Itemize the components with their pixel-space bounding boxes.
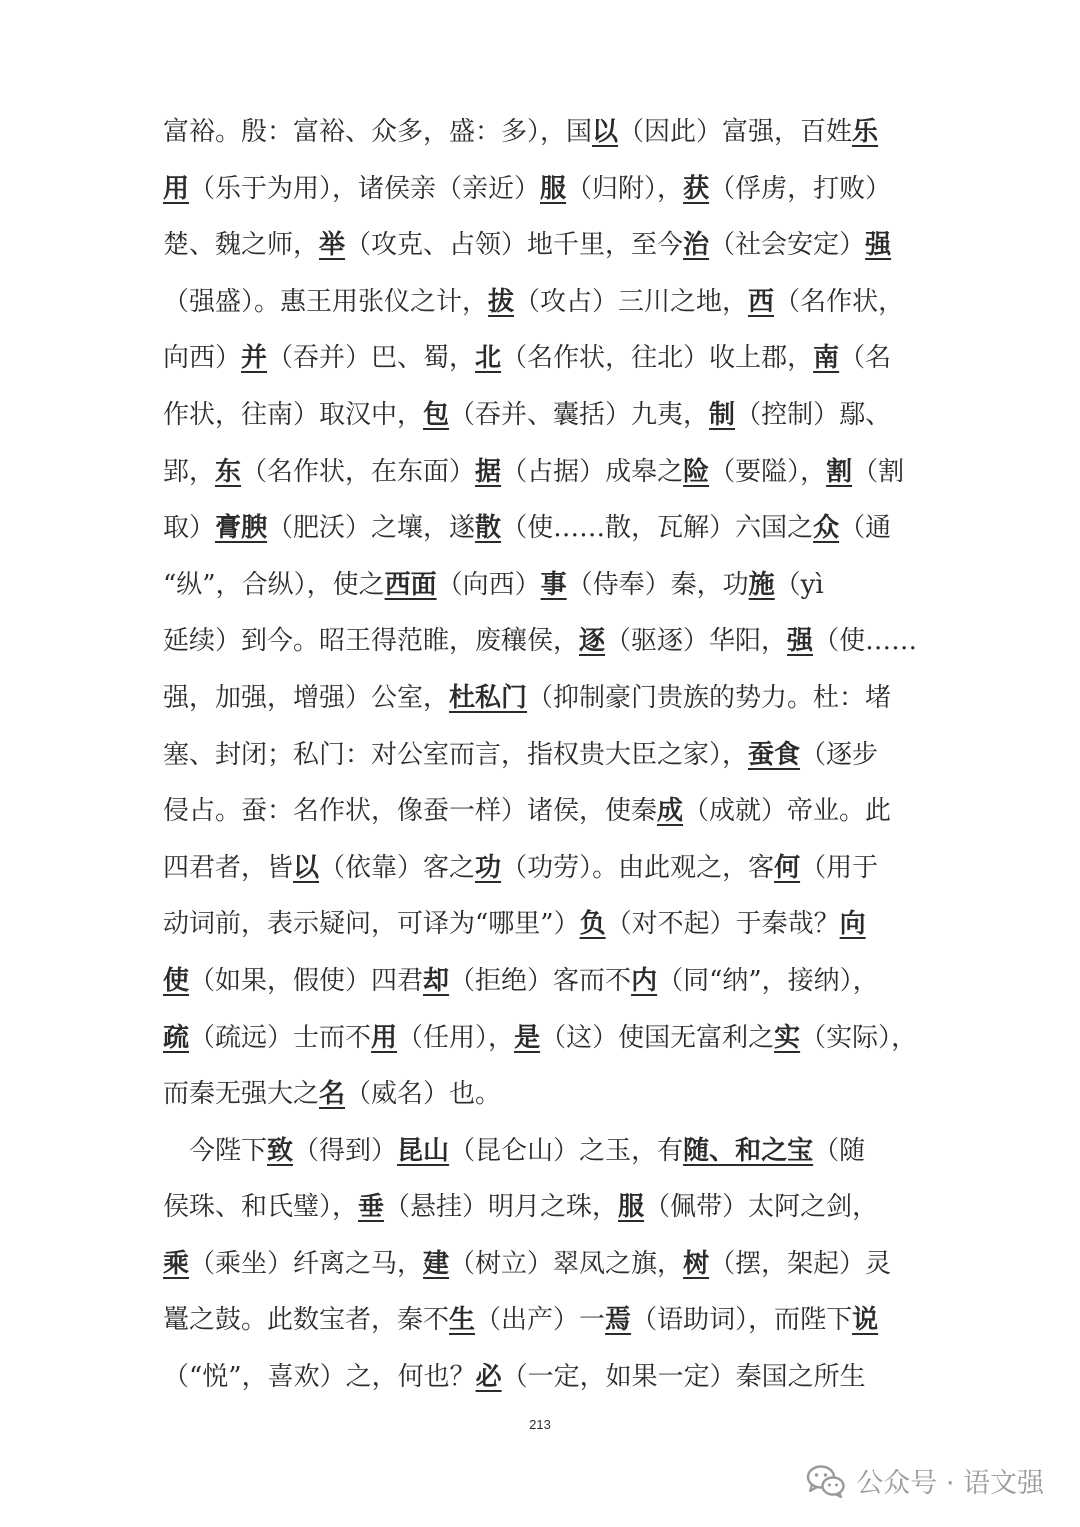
key-word: 杜私门 [449,682,528,713]
annotation-text: 取） [163,513,216,544]
annotation-text: 郢， [163,456,216,487]
annotation-text: （“悦”，喜欢）之，何也？ [163,1362,476,1393]
annotation-text: 今陛下 [163,1135,268,1166]
key-word: 功 [475,852,502,883]
annotation-text: （名作状，在东面） [241,456,476,487]
key-word: 治 [683,230,710,261]
key-word: 北 [475,343,502,374]
key-word: 成 [657,796,684,827]
annotation-text: （yì [774,569,824,600]
key-word: 用 [163,173,190,204]
annotation-text: （俘虏，打败） [709,173,892,204]
key-word: 垂 [358,1192,385,1223]
annotation-text: 鼍之鼓。此数宝者，秦不 [163,1305,450,1336]
document-body [163,104,919,1406]
annotation-text: 作状，往南）取汉中， [163,399,424,430]
annotation-text: （随 [813,1135,866,1166]
key-word: 获 [683,173,710,204]
annotation-text: （吞并、囊括）九夷， [449,399,710,430]
key-word: 昆山 [397,1135,450,1166]
annotation-text: 延续）到今。昭王得范睢，废穰侯， [163,626,580,657]
key-word: 以 [592,117,619,147]
wechat-icon [806,1464,846,1498]
key-word: 南 [813,343,840,374]
key-word: 疏 [163,1022,190,1053]
key-word: 焉 [605,1305,632,1336]
text-line [163,1349,919,1406]
annotation-text: （名作状， [774,286,905,317]
text-line [163,727,919,784]
annotation-text: （一定，如果一定）秦国之所生 [501,1362,866,1393]
text-line [163,953,919,1010]
key-word: 负 [579,909,606,940]
annotation-text: （乐于为用），诸侯亲（亲近） [189,173,541,204]
annotation-text: （因此）富强，百姓 [618,117,853,147]
key-word: 制 [709,399,736,430]
key-word: 蚕食 [748,739,801,770]
text-line [163,217,919,274]
annotation-text: （攻克、占领）地千里，至今 [345,230,684,261]
key-word: 以 [293,852,320,883]
key-word: 必 [475,1362,502,1393]
annotation-text: （威名）也。 [345,1079,502,1110]
annotation-text: （如果，假使）四君 [189,965,424,996]
watermark [806,1461,1044,1500]
text-line [163,557,919,614]
key-word: 施 [748,569,775,600]
annotation-text: 侯珠、和氏璧）， [163,1192,359,1223]
key-word: 包 [423,399,450,430]
key-word: 举 [319,230,346,261]
annotation-text: （吞并）巴、蜀， [267,343,476,374]
annotation-text: 塞、封闭；私门：对公室而言，指权贵大臣之家）， [163,739,749,770]
annotation-text: （佩带）太阿之剑， [644,1192,879,1223]
key-word: 实 [774,1022,801,1053]
annotation-text: 而秦无强大之 [163,1079,320,1110]
annotation-text: （同“纳”，接纳）， [657,965,879,996]
annotation-text: （名 [839,343,892,374]
annotation-text: （昆仑山）之玉，有 [449,1135,684,1166]
annotation-text: （摆，架起）灵 [709,1248,892,1279]
annotation-text: （这）使国无富利之 [540,1022,775,1053]
key-word: 据 [475,456,502,487]
key-word: 拔 [488,286,515,317]
annotation-text: （依靠）客之 [319,852,476,883]
key-word: 使 [163,965,190,996]
key-word: 向 [839,909,866,940]
annotation-text: （通 [839,513,892,544]
key-word: 并 [241,343,268,374]
annotation-text: 四君者，皆 [163,852,294,883]
text-line [163,1292,919,1349]
text-line [163,896,919,953]
key-word: 西 [748,286,775,317]
text-line [163,500,919,557]
key-word: 是 [514,1022,541,1053]
key-word: 名 [319,1079,346,1110]
annotation-text: （割 [852,456,905,487]
annotation-text: （悬挂）明月之珠， [384,1192,619,1223]
key-word: 西面 [384,569,437,600]
annotation-text: （使……散，瓦解）六国之 [501,513,814,544]
watermark-text: 公众号 · 语文强 [856,1468,1044,1499]
annotation-text: （任用）， [397,1022,515,1053]
annotation-text: 强，加强，增强）公室， [163,682,450,713]
key-word: 强 [787,626,814,657]
key-word: 随、和之宝 [683,1135,814,1166]
key-word: 生 [449,1305,476,1336]
annotation-text: （疏远）士而不 [189,1022,372,1053]
key-word: 服 [618,1192,645,1223]
key-word: 散 [475,513,502,544]
key-word: 却 [423,965,450,996]
annotation-text: （向西） [436,569,541,600]
annotation-text: （使…… [813,626,918,657]
key-word: 强 [865,230,892,261]
key-word: 建 [423,1248,450,1279]
annotation-text: （实际）， [800,1022,918,1053]
annotation-text: 楚、魏之师， [163,230,320,261]
text-line [163,1123,919,1180]
annotation-text: （名作状，往北）收上郡， [501,343,814,374]
text-line [163,1066,919,1123]
key-word: 树 [683,1248,710,1279]
annotation-text: （得到） [293,1135,398,1166]
key-word: 割 [826,456,853,487]
key-word: 东 [215,456,242,487]
text-line [163,613,919,670]
key-word: 事 [540,569,567,600]
text-line [163,387,919,444]
text-line [163,274,919,331]
text-line [163,840,919,897]
annotation-text: （侍奉）秦，功 [566,569,749,600]
key-word: 险 [683,456,710,487]
annotation-text: （驱逐）华阳， [605,626,788,657]
annotation-text: 向西） [163,343,242,374]
annotation-text: （功劳）。由此观之，客 [501,852,775,883]
annotation-text: （拒绝）客而不 [449,965,632,996]
text-line [163,783,919,840]
annotation-text: （乘坐）纤离之马， [189,1248,424,1279]
text-line [163,330,919,387]
text-line [163,1179,919,1236]
key-word: 服 [540,173,567,204]
annotation-text: （树立）翠凤之旗， [449,1248,684,1279]
annotation-text: （逐步 [800,739,879,770]
annotation-text: （成就）帝业。此 [683,796,892,827]
text-line [163,1236,919,1293]
annotation-text: 富裕。殷：富裕、众多，盛：多），国 [163,117,593,147]
annotation-text: （出产）一 [475,1305,606,1336]
text-line [163,1010,919,1067]
annotation-text: 侵占。蚕：名作状，像蚕一样）诸侯，使秦 [163,796,658,827]
key-word: 乘 [163,1248,190,1279]
key-word: 逐 [579,626,606,657]
annotation-text: “纵”，合纵），使之 [163,569,385,600]
key-word: 用 [371,1022,398,1053]
text-line [163,104,919,161]
annotation-text: （语助词），而陛下 [631,1305,853,1336]
key-word: 膏腴 [215,513,268,544]
annotation-text: （攻占）三川之地， [514,286,749,317]
annotation-text: （要隘）， [709,456,827,487]
page-number: 213 [529,1417,551,1432]
key-word: 何 [774,852,801,883]
key-word: 致 [267,1135,294,1166]
text-line [163,670,919,727]
text-line [163,161,919,218]
annotation-text: 动词前，表示疑问，可译为“哪里”） [163,909,580,940]
annotation-text: （归附）， [566,173,684,204]
annotation-text: （强盛）。惠王用张仪之计， [163,286,489,317]
annotation-text: （用于 [800,852,879,883]
annotation-text: （抑制豪门贵族的势力。杜：堵 [527,682,892,713]
text-line [163,444,919,501]
annotation-text: （控制）鄢、 [735,399,892,430]
annotation-text: （占据）成皋之 [501,456,684,487]
key-word: 说 [852,1305,879,1336]
key-word: 内 [631,965,658,996]
key-word: 众 [813,513,840,544]
annotation-text: （对不起）于秦哉？ [605,909,840,940]
annotation-text: （肥沃）之壤，遂 [267,513,476,544]
annotation-text: （社会安定） [709,230,866,261]
key-word: 乐 [852,117,879,147]
